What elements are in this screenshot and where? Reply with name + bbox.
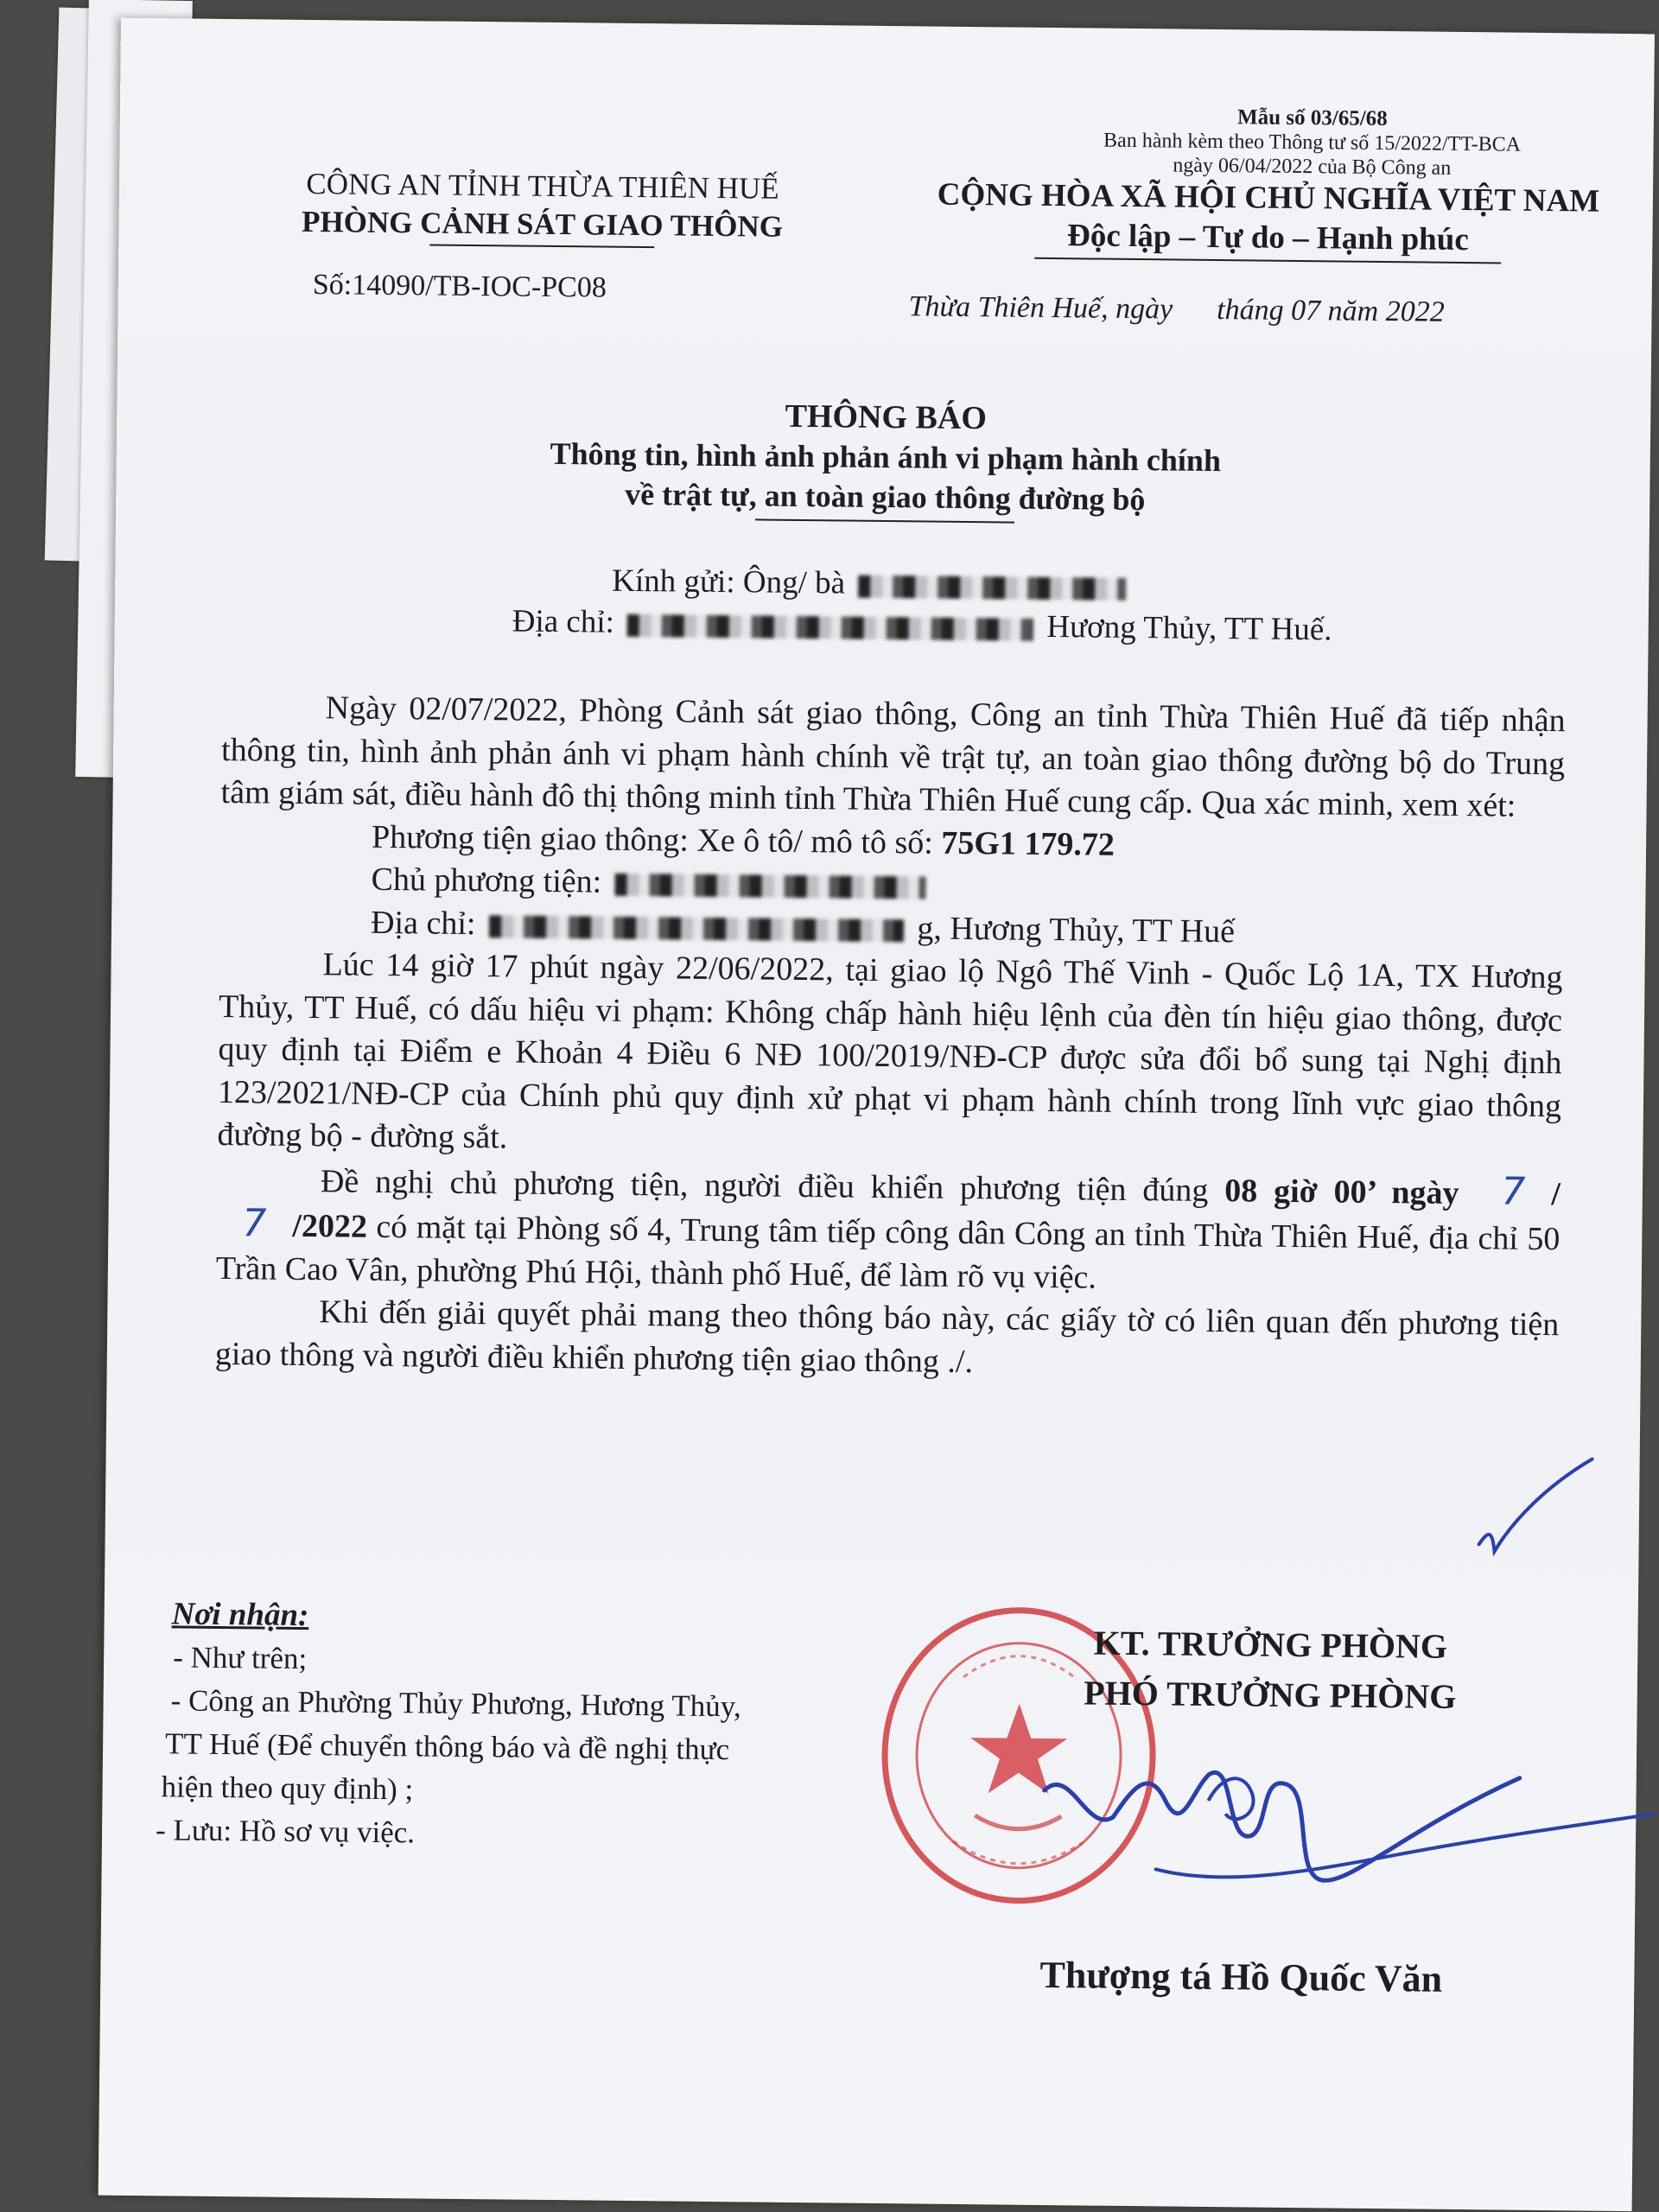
- agency-header: [239, 164, 845, 250]
- distribution-item: TT Huế (Để chuyển thông báo và đề nghị thực: [164, 1726, 730, 1767]
- national-header: [879, 175, 1657, 265]
- paragraph-summons: Đề nghị chủ phương tiện, người điều khiển phương tiện đúng 08 giờ 00’ ngày 7 / 7 /2022 có mặt tại Phòng số 4, Trung tâm tiếp công dân Công an tỉnh Thừa Thiên Huế, địa chỉ 50 Trần Cao Vân, phường Phú Hội, thành phố Huế, để làm rõ vụ việc.: [215, 1162, 1561, 1296]
- summons-time: 08 giờ 00’ ngày: [1224, 1172, 1459, 1211]
- summons-year: /2022: [292, 1207, 368, 1245]
- summons-text-b: có mặt tại Phòng số 4, Trung tâm tiếp công dân Công an tỉnh Thừa Thiên Huế, địa chỉ 50 Trần Cao Vân, phường Phú Hội, thành phố Huế, để làm rõ vụ việc.: [215, 1208, 1560, 1296]
- agency-department: PHÒNG CẢNH SÁT GIAO THÔNG: [301, 204, 784, 244]
- paragraph-intake: Ngày 02/07/2022, Phòng Cảnh sát giao thông, Công an tỉnh Thừa Thiên Huế đã tiếp nhận thông tin, hình ảnh phản ánh vi phạm hành chính về trật tự, an toàn giao thông đường bộ do Trung tâm giám sát, điều hành đô thị thông minh tỉnh Thừa Thiên Huế cung cấp. Qua xác minh, xem xét:: [220, 690, 1566, 824]
- recipient-label: Kính gửi: Ông/ bà: [612, 563, 846, 601]
- nation-motto: Độc lập – Tự do – Hạnh phúc: [1066, 218, 1469, 258]
- summons-text-a: Đề nghị chủ phương tiện, người điều khiển phương tiện đúng: [320, 1162, 1209, 1209]
- distribution-heading: Nơi nhận:: [171, 1596, 309, 1634]
- recipient-line: [612, 561, 1332, 610]
- recipient-address-label: Địa chỉ:: [512, 603, 615, 640]
- distribution-list: [152, 1592, 760, 1858]
- title-main: THÔNG BÁO: [785, 397, 988, 437]
- signatory-title-1: KT. TRƯỞNG PHÒNG: [1093, 1623, 1448, 1666]
- signatory-block: [968, 1617, 1573, 1723]
- owner-address-tail: g, Hương Thủy, TT Huế: [917, 909, 1236, 950]
- owner-address-label: Địa chỉ:: [370, 904, 476, 942]
- handwritten-signature: [1034, 1738, 1658, 1944]
- vehicle-label: Phương tiện giao thông: Xe ô tô/ mô tô số:: [371, 818, 934, 861]
- distribution-item: - Như trên;: [172, 1640, 308, 1676]
- signatory-name: Thượng tá Hồ Quốc Văn: [1039, 1953, 1443, 2000]
- recipient-block: [512, 561, 1332, 652]
- redacted-recipient-name: [858, 575, 1126, 600]
- summons-day-handwritten: 7: [1501, 1169, 1526, 1214]
- paragraph-requirements: Khi đến giải quyết phải mang theo thông báo này, các giấy tờ có liên quan đến phương tiện giao thông và người điều khiển phương tiện giao thông ./.: [214, 1294, 1560, 1380]
- document-number: Số:14090/TB-IOC-PC08: [312, 269, 607, 304]
- notice-body: [215, 686, 1566, 1389]
- redacted-owner-name: [615, 874, 926, 899]
- document-title: [323, 391, 1447, 528]
- nation-name: CỘNG HÒA XÃ HỘI CHỦ NGHĨA VIỆT NAM: [937, 176, 1600, 219]
- title-line-1: Thông tin, hình ảnh phản ánh vi phạm hành chính: [550, 435, 1222, 479]
- form-number: Mẫu số 03/65/68: [1236, 105, 1388, 131]
- agency-underline: [429, 244, 654, 248]
- distribution-item: - Lưu: Hồ sơ vụ việc.: [155, 1813, 416, 1850]
- check-mark-icon: [1461, 1449, 1601, 1580]
- title-line-2: về trật tự, an toàn giao thông đường bộ: [624, 476, 1146, 518]
- signatory-title-2: PHÓ TRƯỞNG PHÒNG: [1084, 1673, 1457, 1716]
- summons-month-handwritten: 7: [242, 1201, 267, 1246]
- title-underline: [755, 518, 1014, 523]
- recipient-address-line: [512, 601, 1332, 651]
- distribution-item: - Công an Phường Thủy Phương, Hương Thủy,: [170, 1683, 741, 1724]
- vehicle-plate: 75G1 179.72: [941, 824, 1116, 863]
- document-page: [99, 18, 1655, 2211]
- form-issued-date: ngày 06/04/2022 của Bộ Công an: [1173, 154, 1452, 180]
- owner-label: Chủ phương tiện:: [371, 861, 602, 900]
- form-reference: [1009, 103, 1615, 181]
- redacted-owner-address: [489, 915, 904, 942]
- recipient-address-tail: Hương Thủy, TT Huế.: [1046, 608, 1332, 648]
- agency-parent: CÔNG AN TỈNH THỪA THIÊN HUẾ: [306, 166, 779, 206]
- paragraph-violation: Lúc 14 giờ 17 phút ngày 22/06/2022, tại giao lộ Ngô Thế Vinh - Quốc Lộ 1A, TX Hương Thủy, TT Huế, có dấu hiệu vi phạm: Không chấp hành hiệu lệnh của đèn tín hiệu giao thông, được quy định tại Điểm e Khoản 4 Điều 6 NĐ 100/2019/NĐ-CP được sửa đổi bổ sung tại Nghị định 123/2021/NĐ-CP của Chính phủ quy định xử phạt vi phạm hành chính trong lĩnh vực giao thông đường bộ - đường sắt.: [217, 946, 1563, 1156]
- distribution-item: hiện theo quy định) ;: [161, 1770, 414, 1807]
- redacted-recipient-address: [627, 613, 1033, 640]
- form-issued-with: Ban hành kèm theo Thông tư số 15/2022/TT-BCA: [1103, 129, 1522, 156]
- date-line: Thừa Thiên Huế, ngày tháng 07 năm 2022: [908, 290, 1445, 328]
